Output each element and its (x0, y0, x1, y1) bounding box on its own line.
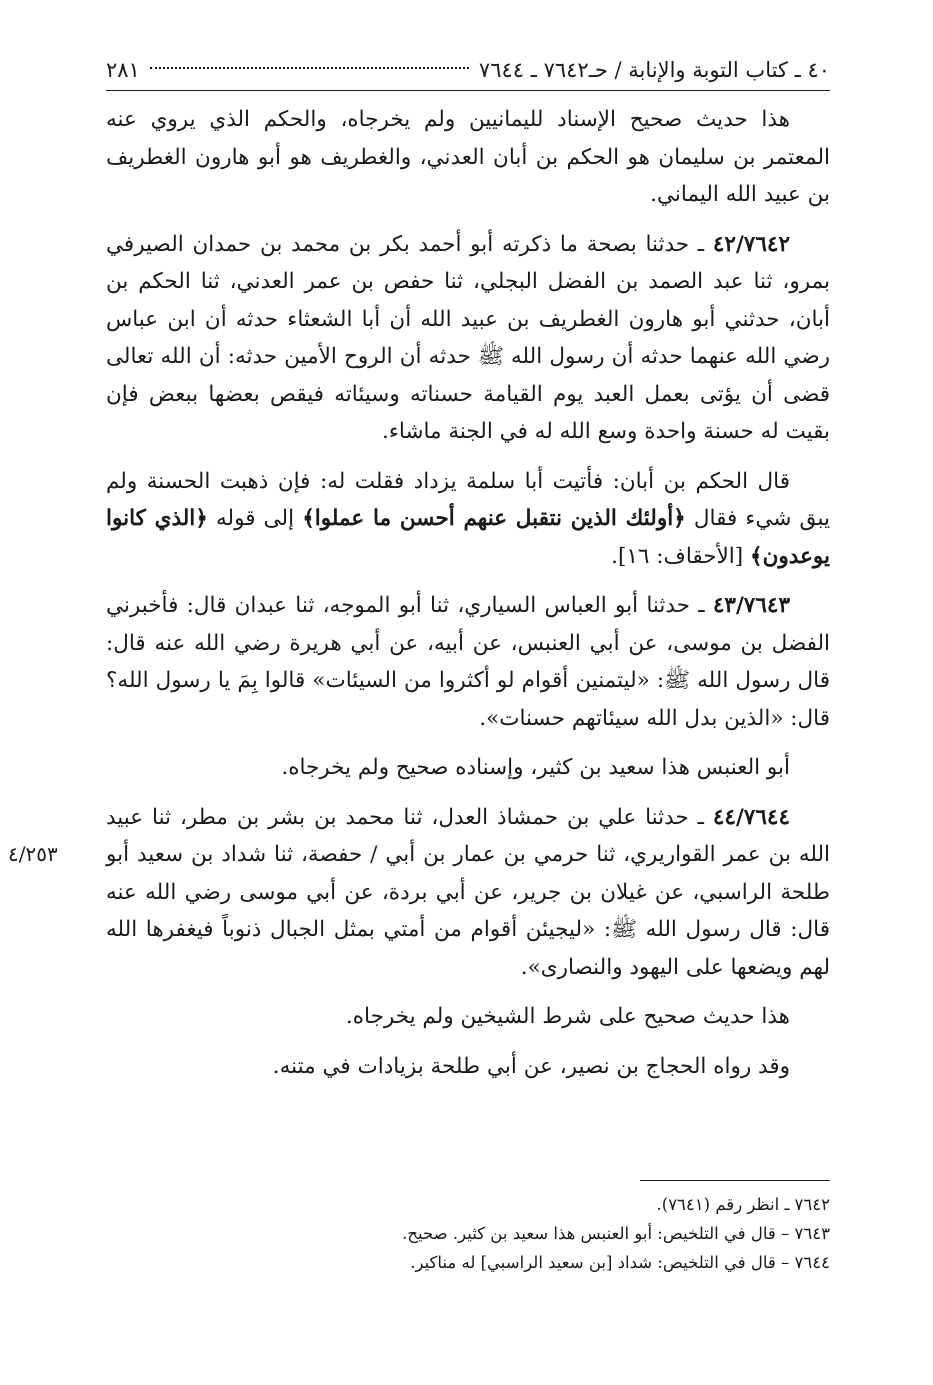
book-page (8, 52, 830, 1352)
hadith-text: ـ حدثنا أبو العباس السياري، ثنا أبو الموجه، ثنا عبدان قال: فأخبرني الفضل بن موسى، عن أبي العنبس، عن أبيه، عن أبي هريرة رضي الله عنه قال: قال رسول الله ﷺ: «ليتمنين أقوام لو أكثروا من السيئات» قالوا بِمَ يا رسول الله؟ قال: «الذين بدل الله سيئاتهم حسنات». (106, 593, 830, 731)
paragraph-sahih (106, 998, 830, 1036)
hadith-text: ـ حدثنا علي بن حمشاذ العدل، ثنا محمد بن بشر بن مطر، ثنا عبيد الله بن عمر القواريري، ثنا حرمي بن عمار بن أبي / حفصة، ثنا شداد بن سعيد أبو طلحة الراسبي، عن غيلان بن جرير، عن أبي بردة، عن أبي موسى رضي الله عنه قال: قال رسول الله ﷺ: «ليجيئن أقوام من أمتي بمثل الجبال ذنوباً فيغفرها الله لهم ويضعها على اليهود والنصارى». (106, 804, 830, 980)
paragraph-text: قال الحكم بن أبان: فأتيت أبا سلمة يزداد فقلت له: فإن ذهبت الحسنة ولم يبق شيء فقال (106, 468, 830, 531)
header-dot-leader (150, 67, 469, 69)
quran-quote: ﴿الذي كانوا يوعدون﴾ (106, 506, 830, 569)
paragraph-anbas (106, 749, 830, 787)
hadith-number: ٤٤/٧٦٤٤ (712, 804, 790, 830)
footnote-separator (640, 1180, 830, 1181)
footnote-7643: ٧٦٤٣ – قال في التلخيص: أبو العنبس هذا سعيد بن كثير. صحيح. (402, 1224, 830, 1243)
footnote-7642: ٧٦٤٢ ـ انظر رقم (٧٦٤١). (656, 1195, 830, 1214)
paragraph-text: وقد رواه الحجاج بن نصير، عن أبي طلحة بزيادات في متنه. (272, 1053, 790, 1079)
paragraph-hajjaj (106, 1048, 830, 1086)
paragraph-text: إلى قوله (216, 506, 295, 531)
margin-reference: ٤/٢٥٣ (8, 841, 58, 866)
paragraph-hakam (106, 463, 830, 576)
hadith-7643 (106, 587, 830, 737)
paragraph-text: أبو العنبس هذا سعيد بن كثير، وإسناده صحيح ولم يخرجاه. (281, 755, 790, 780)
footnote-7644: ٧٦٤٤ – قال في التلخيص: شداد [بن سعيد الراسبي] له مناكير. (410, 1253, 830, 1272)
hadith-number: ٤٣/٧٦٤٣ (712, 593, 790, 618)
paragraph-1 (106, 101, 830, 214)
hadith-number: ٤٢/٧٦٤٢ (712, 231, 790, 257)
quran-citation: [الأحقاف: ١٦]. (611, 543, 744, 569)
main-text (8, 101, 830, 1085)
hadith-7644 (8, 799, 830, 987)
page-number: ٢٨١ (106, 58, 140, 82)
running-title: ٤٠ ـ كتاب التوبة والإنابة / حـ٧٦٤٢ ـ ٧٦٤٤ (478, 58, 830, 82)
hadith-7642 (106, 226, 830, 451)
hadith-text: ـ حدثنا بصحة ما ذكرته أبو أحمد بكر بن محمد بن حمدان الصيرفي بمرو، ثنا عبد الصمد بن الفضل البجلي، ثنا حفص بن عمر العدني، ثنا الحكم بن أبان، حدثني أبو هارون الغطريف بن عبيد الله أن أبا الشعثاء حدثه أن ابن عباس رضي الله عنهما حدثه أن رسول الله ﷺ حدثه أن الروح الأمين حدثه: أن الله تعالى قضى أن يؤتى بعمل العبد يوم القيامة حسناته وسيئاته فيقص بعضها ببعض فإن بقيت له حسنة واحدة وسع الله له في الجنة ماشاء. (106, 231, 830, 444)
paragraph-text: هذا حديث صحيح على شرط الشيخين ولم يخرجاه. (345, 1004, 790, 1029)
paragraph-text: هذا حديث صحيح الإسناد لليمانيين ولم يخرجاه، والحكم الذي يروي عنه المعتمر بن سليمان هو الحكم بن أبان العدني، والغطريف هو أبو هارون الغطريف بن عبيد الله اليماني. (106, 107, 830, 207)
footnotes (106, 1190, 830, 1277)
quran-quote: ﴿أولئك الذين نتقبل عنهم أحسن ما عملوا﴾ (302, 506, 686, 531)
page-header (106, 52, 830, 91)
